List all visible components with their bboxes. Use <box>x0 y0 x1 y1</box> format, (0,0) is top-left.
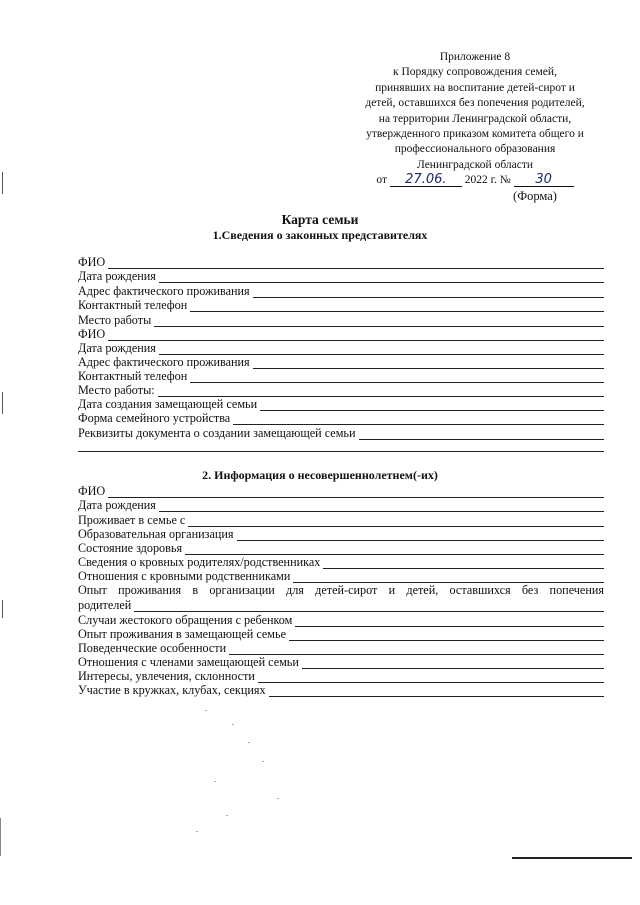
fill-line[interactable] <box>260 399 604 411</box>
appendix-line: детей, оставшихся без попечения родителей, <box>365 97 585 110</box>
field-foster-experience: Опыт проживания в замещающей семье <box>78 627 604 641</box>
fill-line[interactable] <box>159 343 604 355</box>
fill-line[interactable] <box>293 571 604 583</box>
field-representative2-birthdate: Дата рождения <box>78 341 604 355</box>
order-date-line <box>330 173 620 188</box>
fill-line[interactable] <box>323 557 604 569</box>
field-child-abuse: Случаи жестокого обращения с ребенком <box>78 613 604 627</box>
scan-edge-mark <box>2 392 3 414</box>
field-institution-experience-label: Опыт проживания в организации для детей-сирот и детей, оставшихся без попечения <box>78 583 604 597</box>
form-label: (Форма) <box>513 188 557 203</box>
fill-line[interactable] <box>108 329 604 341</box>
document-title: Карта семьи <box>281 212 359 227</box>
fill-line[interactable] <box>159 271 604 283</box>
section1-heading: 1.Сведения о законных представителях <box>212 228 428 242</box>
fill-line[interactable] <box>188 515 604 527</box>
section2-heading: 2. Информация о несовершеннолетнем(-их) <box>202 468 438 482</box>
fill-line[interactable] <box>185 543 604 555</box>
field-representative1-phone: Контактный телефон <box>78 298 604 312</box>
field-child-relations-blood: Отношения с кровными родственниками <box>78 569 604 583</box>
appendix-line: Ленинградской области <box>416 158 534 171</box>
field-family-created-date: Дата создания замещающей семьи <box>78 397 604 411</box>
fill-line[interactable] <box>253 286 604 298</box>
fill-line[interactable] <box>295 615 604 627</box>
appendix-line: на территории Ленинградской области, <box>378 112 572 125</box>
fill-line[interactable] <box>229 643 604 655</box>
scan-edge-mark <box>0 818 1 856</box>
from-prefix: от <box>376 174 387 187</box>
fill-line[interactable] <box>233 413 604 425</box>
appendix-line: принявших на воспитание детей-сирот и <box>375 81 575 94</box>
appendix-line: Приложение 8 <box>439 51 511 63</box>
fill-line[interactable] <box>134 600 604 612</box>
fill-line[interactable] <box>108 486 604 498</box>
field-representative1-name: ФИО <box>78 255 604 269</box>
handwritten-date: 27.06. <box>390 173 462 187</box>
scan-speck <box>196 831 198 832</box>
field-child-lives-since: Проживает в семье с <box>78 513 604 527</box>
scan-speck <box>262 761 264 762</box>
field-institution-experience: родителей <box>78 598 604 612</box>
extra-fill-line[interactable] <box>78 451 604 452</box>
field-family-form: Форма семейного устройства <box>78 411 604 425</box>
scan-speck <box>226 815 228 816</box>
field-child-school: Образовательная организация <box>78 527 604 541</box>
appendix-line: профессионального образования <box>394 143 556 156</box>
scan-speck <box>232 724 234 725</box>
fill-line[interactable] <box>237 529 604 541</box>
field-child-name: ФИО <box>78 484 604 498</box>
field-relations-foster-family: Отношения с членами замещающей семьи <box>78 655 604 669</box>
fill-line[interactable] <box>258 671 604 683</box>
fill-line[interactable] <box>190 371 604 383</box>
field-representative1-address: Адрес фактического проживания <box>78 284 604 298</box>
handwritten-number: 30 <box>514 173 574 187</box>
fill-line[interactable] <box>359 428 604 440</box>
fill-line[interactable] <box>154 315 604 327</box>
year-number-text: 2022 г. № <box>464 174 511 187</box>
fill-line[interactable] <box>190 300 604 312</box>
field-representative2-work: Место работы: <box>78 383 604 397</box>
appendix-line: утвержденного приказом комитета общего и <box>366 128 584 141</box>
fill-line[interactable] <box>253 357 604 369</box>
field-representative1-work: Место работы <box>78 313 604 327</box>
field-representative2-address: Адрес фактического проживания <box>78 355 604 369</box>
fill-line[interactable] <box>158 385 604 397</box>
fill-line[interactable] <box>289 629 604 641</box>
field-child-blood-relatives: Сведения о кровных родителях/родственниках <box>78 555 604 569</box>
scan-edge-mark <box>512 857 632 859</box>
scan-speck <box>248 742 250 743</box>
field-child-birthdate: Дата рождения <box>78 498 604 512</box>
fill-line[interactable] <box>269 685 604 697</box>
scan-edge-mark <box>2 600 3 618</box>
field-interests: Интересы, увлечения, склонности <box>78 669 604 683</box>
scan-speck <box>205 710 207 711</box>
fill-line[interactable] <box>108 257 604 269</box>
appendix-line: к Порядку сопровождения семей, <box>393 66 557 79</box>
fill-line[interactable] <box>159 500 604 512</box>
appendix-header <box>330 50 620 204</box>
field-family-document: Реквизиты документа о создании замещающей семьи <box>78 426 604 440</box>
field-child-health: Состояние здоровья <box>78 541 604 555</box>
field-representative2-name: ФИО <box>78 327 604 341</box>
field-behavior: Поведенческие особенности <box>78 641 604 655</box>
scan-speck <box>277 798 279 799</box>
field-representative1-birthdate: Дата рождения <box>78 269 604 283</box>
field-clubs: Участие в кружках, клубах, секциях <box>78 683 604 697</box>
fill-line[interactable] <box>302 657 604 669</box>
scan-edge-mark <box>2 172 3 194</box>
field-representative2-phone: Контактный телефон <box>78 369 604 383</box>
scan-speck <box>214 781 216 782</box>
